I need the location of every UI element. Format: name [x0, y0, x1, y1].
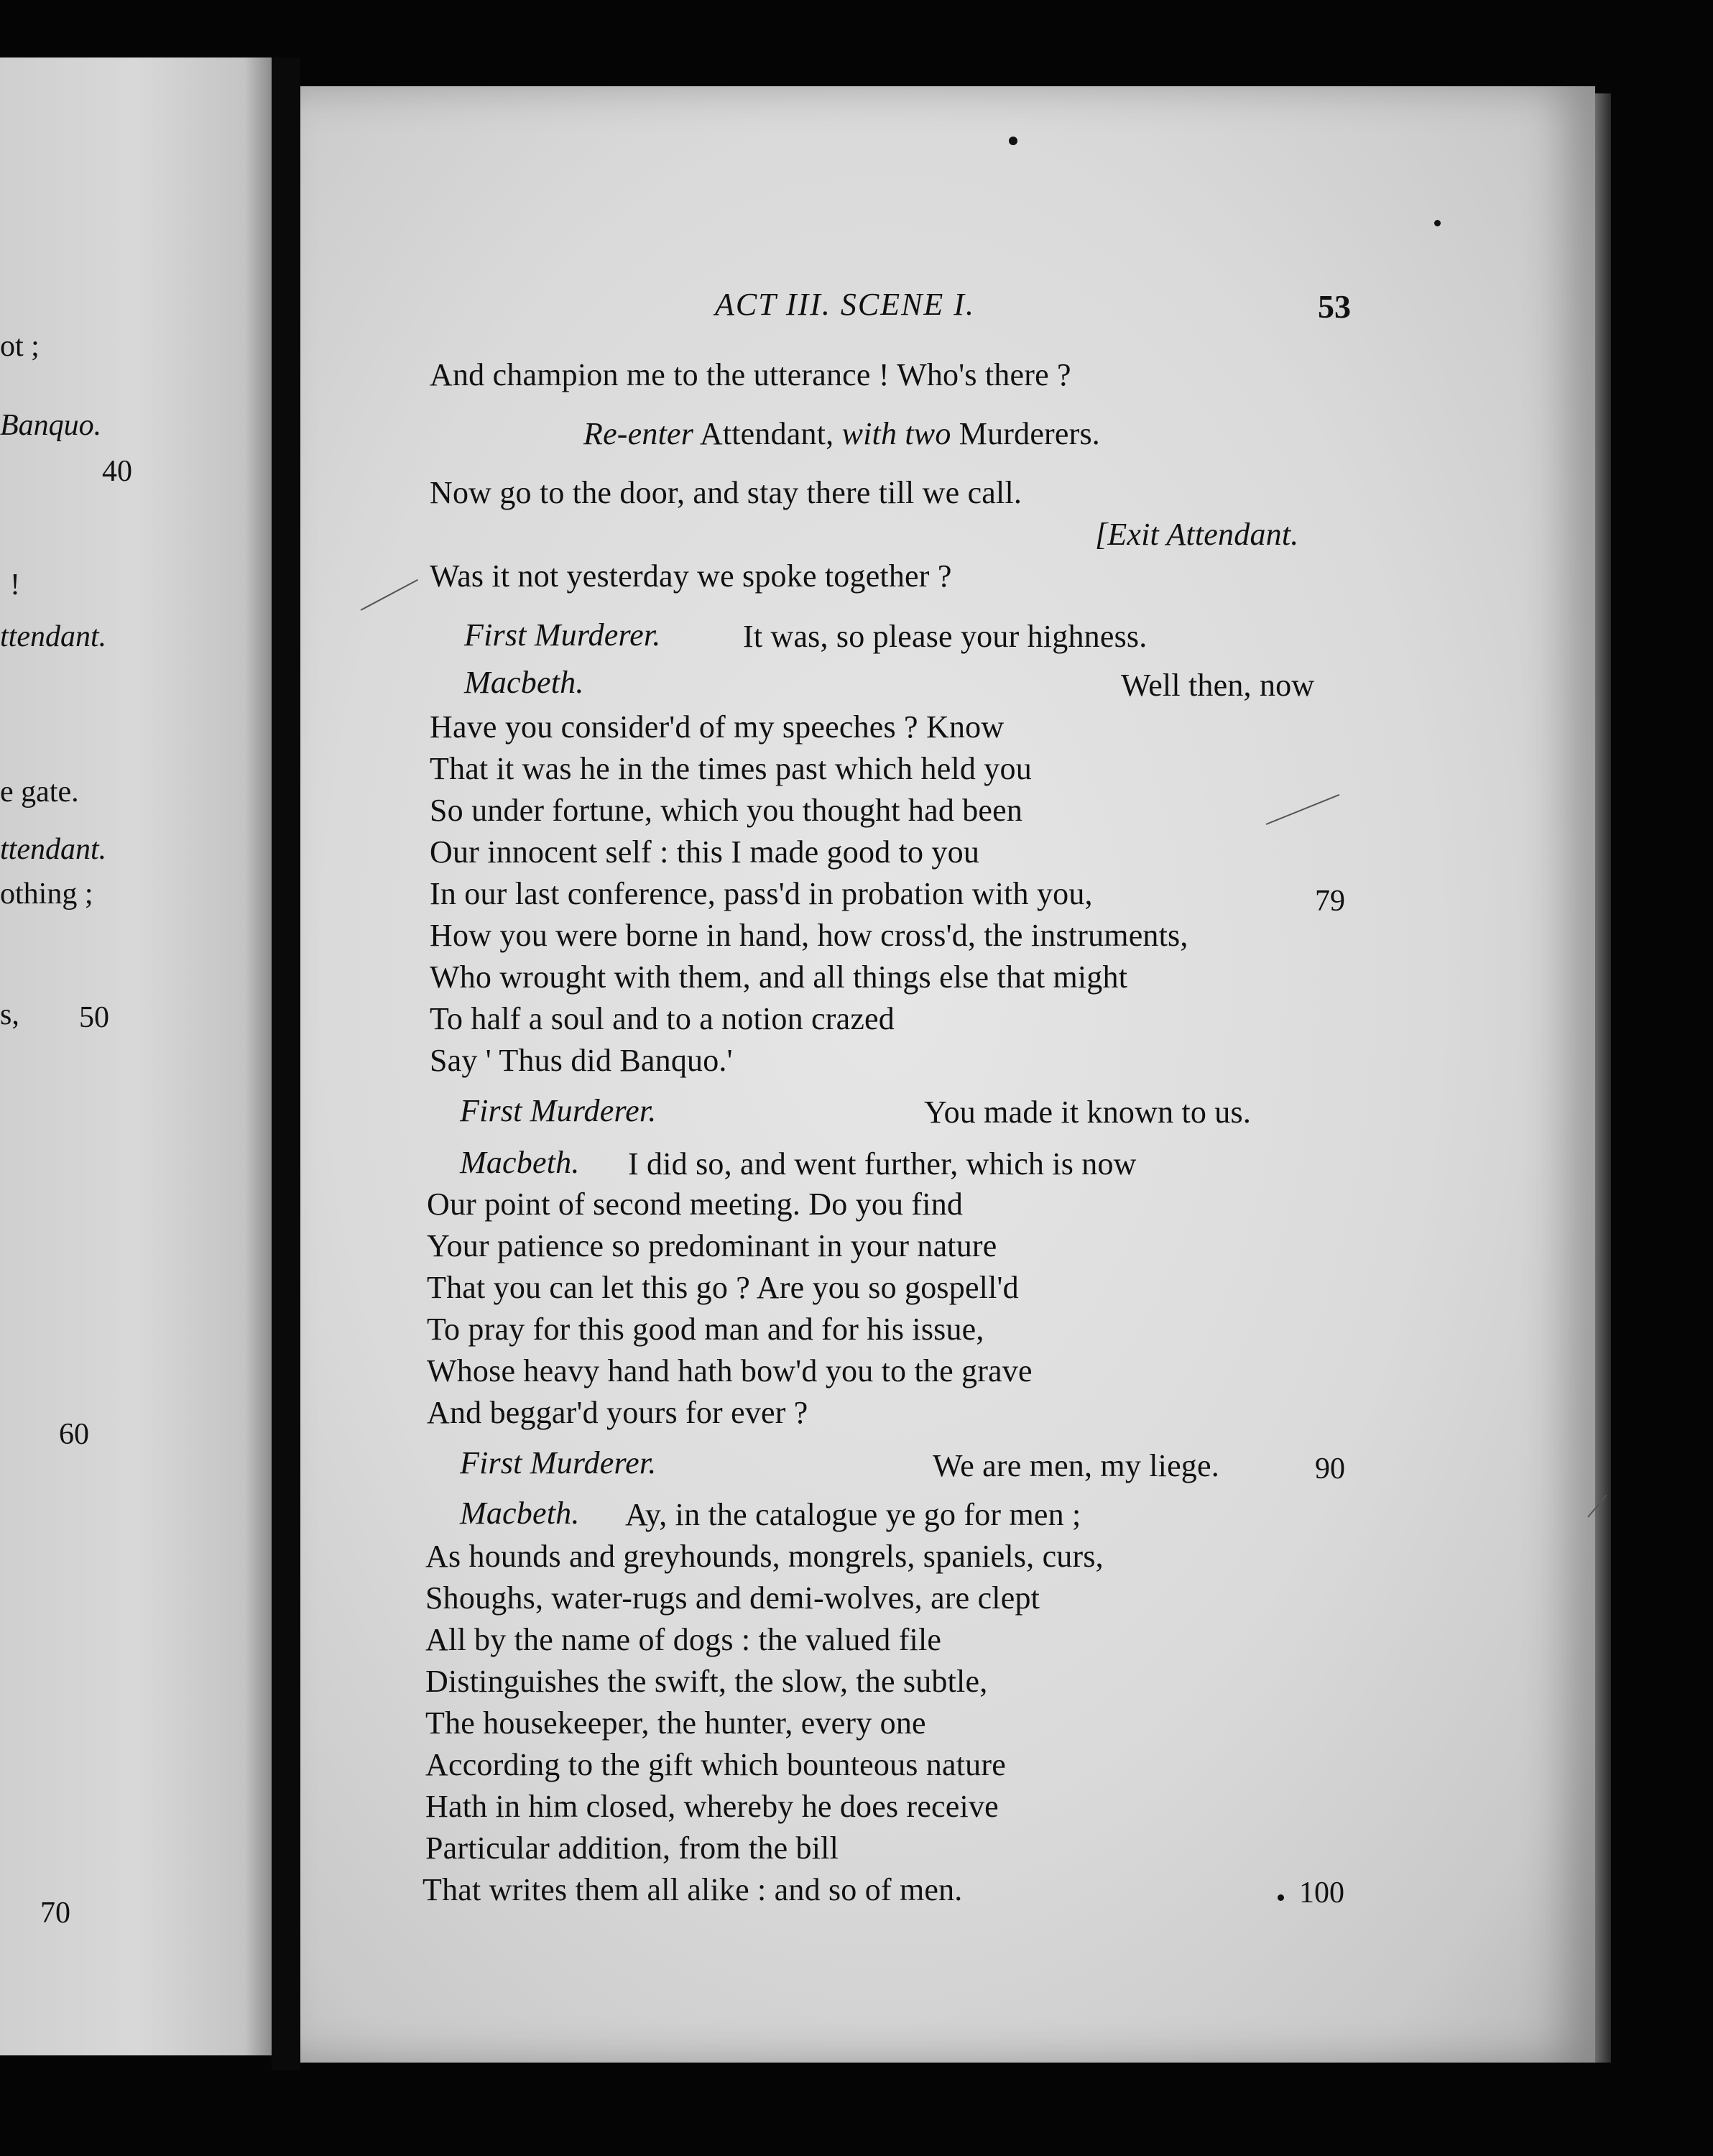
text-line: I did so, and went further, which is now: [628, 1146, 1137, 1181]
left-text-fragment: !: [10, 568, 20, 602]
stage-direction-italic: Re-enter: [583, 416, 694, 451]
text-line: According to the gift which bounteous nature: [425, 1747, 1006, 1782]
ink-speck: [1009, 137, 1017, 145]
stage-direction-text: Attendant,: [693, 416, 842, 451]
text-line: Our innocent self : this I made good to you: [430, 834, 980, 870]
text-line: Our point of second meeting. Do you find: [427, 1187, 964, 1222]
text-line: Particular addition, from the bill: [425, 1830, 839, 1866]
page-number: 53: [1318, 288, 1351, 325]
speaker-name: Macbeth.: [460, 1496, 580, 1531]
left-text-fragment: ttendant.: [0, 620, 107, 653]
left-text-fragment: Banquo.: [0, 409, 102, 442]
book-gutter: [272, 57, 300, 2070]
left-text-fragment: othing ;: [0, 877, 93, 911]
text-line: And beggar'd yours for ever ?: [427, 1395, 808, 1430]
left-line-number: 50: [79, 1001, 109, 1034]
text-line: You made it known to us.: [924, 1095, 1252, 1130]
speaker-name: First Murderer.: [464, 617, 661, 653]
text-line: Was it not yesterday we spoke together ?: [430, 558, 952, 594]
left-line-number: 60: [59, 1418, 89, 1451]
text-line: The housekeeper, the hunter, every one: [425, 1705, 926, 1741]
stage-direction: [583, 415, 1100, 452]
left-text-fragment: ot ;: [0, 330, 40, 363]
speaker-name: First Murderer.: [460, 1445, 657, 1480]
text-line: Hath in him closed, whereby he does receive: [425, 1789, 999, 1824]
text-line: Have you consider'd of my speeches ? Know: [430, 709, 1005, 745]
text-line: That you can let this go ? Are you so gospell'd: [427, 1270, 1019, 1305]
text-line: How you were borne in hand, how cross'd, the instruments,: [430, 918, 1188, 953]
left-line-number: 70: [40, 1897, 70, 1930]
text-line: Say ' Thus did Banquo.': [430, 1043, 733, 1078]
left-line-number: 40: [102, 455, 132, 488]
text-line: To pray for this good man and for his issue,: [427, 1312, 984, 1347]
text-line: To half a soul and to a notion crazed: [430, 1001, 895, 1036]
text-line: That writes them all alike : and so of men.: [423, 1872, 963, 1907]
text-line: All by the name of dogs : the valued file: [425, 1622, 942, 1657]
text-line: Who wrought with them, and all things else that might: [430, 959, 1128, 995]
text-line: As hounds and greyhounds, mongrels, spaniels, curs,: [425, 1539, 1104, 1574]
stage-direction: [Exit Attendant.: [1095, 517, 1299, 552]
text-line: It was, so please your highness.: [743, 619, 1148, 654]
text-line: Shoughs, water-rugs and demi-wolves, are clept: [425, 1580, 1040, 1616]
text-line: And champion me to the utterance ! Who's there ?: [430, 357, 1071, 392]
text-line: So under fortune, which you thought had been: [430, 793, 1023, 828]
left-text-fragment: e gate.: [0, 775, 79, 808]
speaker-name: First Murderer.: [460, 1093, 657, 1128]
text-line: Now go to the door, and stay there till we call.: [430, 475, 1022, 510]
line-number: 79: [1315, 885, 1345, 918]
text-line: That it was he in the times past which held you: [430, 751, 1032, 786]
text-line: Well then, now: [1121, 668, 1315, 703]
speaker-name: Macbeth.: [460, 1145, 580, 1180]
line-number: 100: [1299, 1876, 1344, 1909]
text-line: Distinguishes the swift, the slow, the subtle,: [425, 1664, 988, 1699]
text-line: Ay, in the catalogue ye go for men ;: [625, 1497, 1081, 1532]
page-edge: [1595, 93, 1611, 2063]
stage-direction-italic: with two: [841, 416, 951, 451]
line-number: 90: [1315, 1452, 1345, 1485]
text-line: We are men, my liege.: [933, 1448, 1219, 1483]
speaker-name: Macbeth.: [464, 665, 584, 700]
ink-speck: [1278, 1894, 1284, 1901]
text-line: Whose heavy hand hath bow'd you to the grave: [427, 1353, 1033, 1388]
left-text-fragment: ttendant.: [0, 833, 107, 866]
ink-speck: [1434, 220, 1441, 226]
left-text-fragment: s,: [0, 998, 19, 1031]
text-line: In our last conference, pass'd in probation with you,: [430, 876, 1093, 911]
left-page-fragment: [0, 57, 272, 2055]
stage-direction-text: Murderers.: [951, 416, 1101, 451]
page-header-title: ACT III. SCENE I.: [715, 287, 975, 322]
text-line: Your patience so predominant in your nature: [427, 1228, 997, 1263]
